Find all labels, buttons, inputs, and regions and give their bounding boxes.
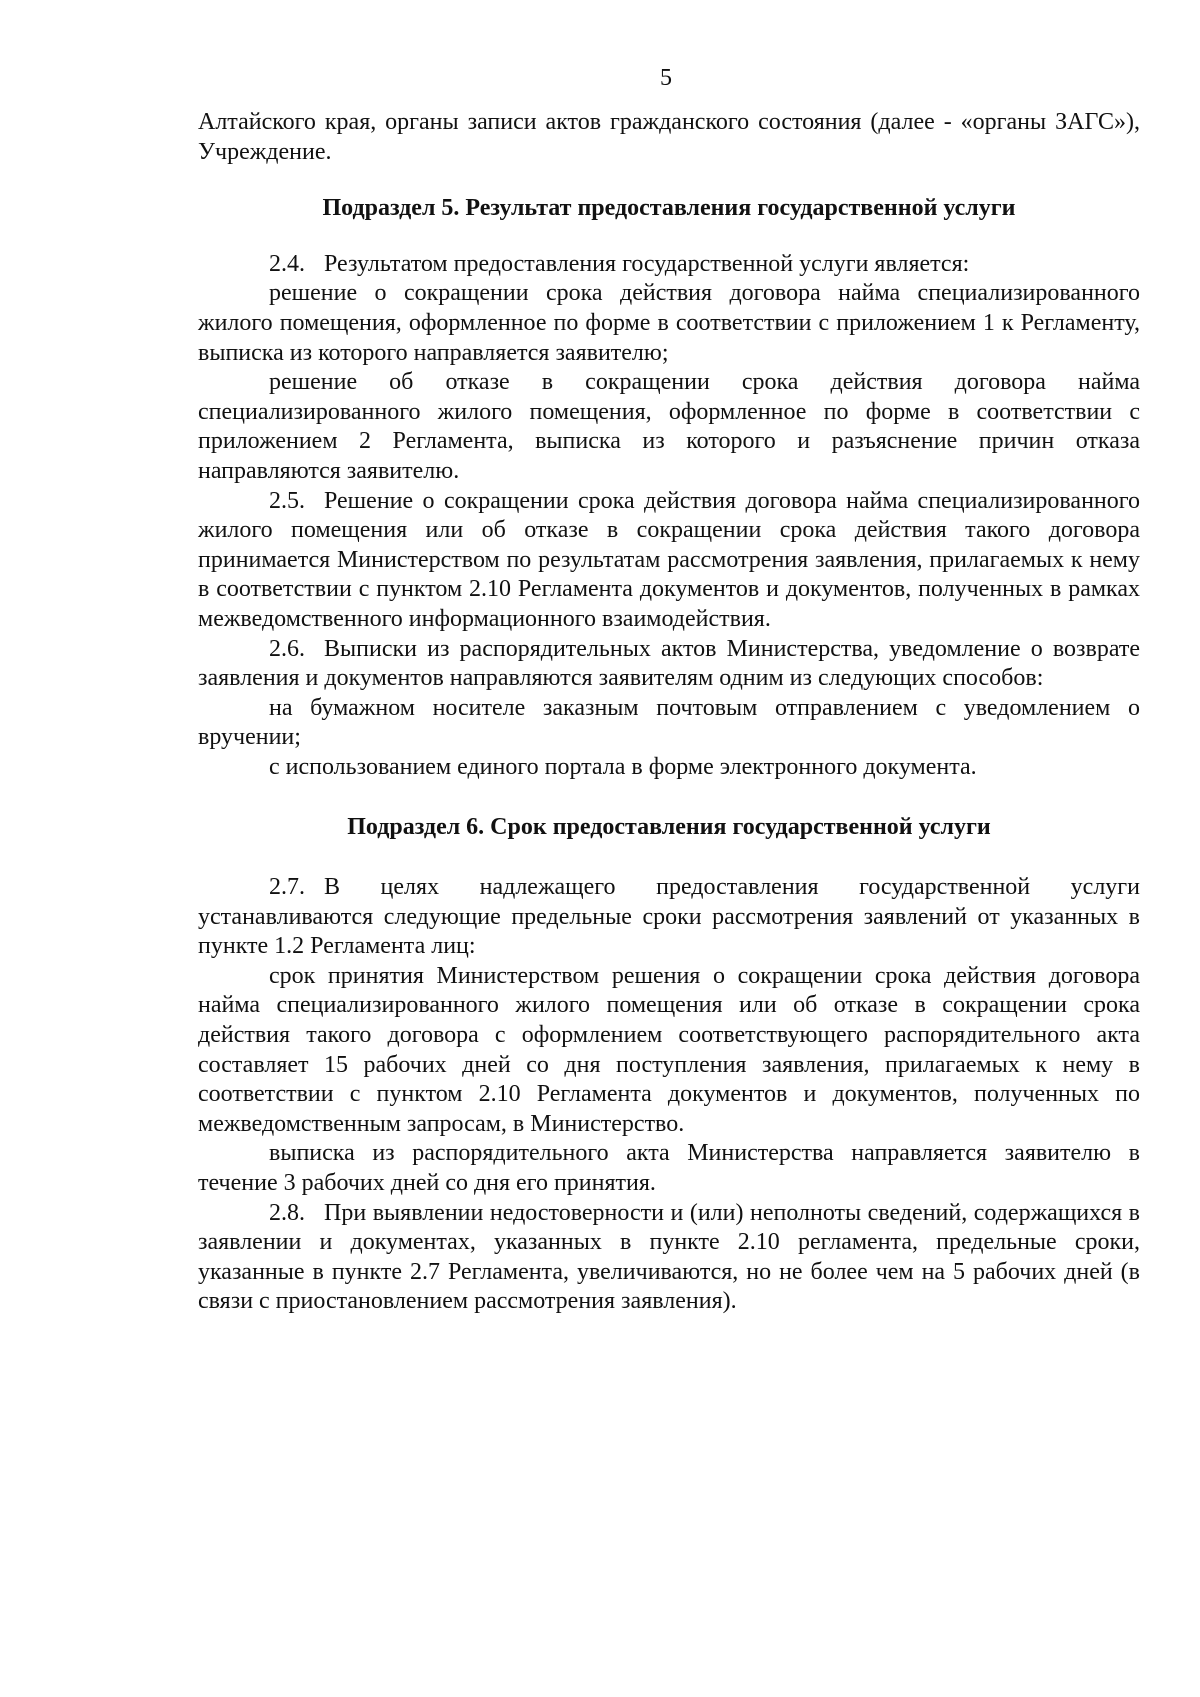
subsection-5-title: Подраздел 5. Результат предоставления государственной услуги: [322, 195, 1016, 222]
paragraph-text: Решение о сокращении срока действия договора найма специализированного жилого помещения или об отказе в сокращении срока действия такого договора принимается Министерством по результатам рассмотрения заявления, прилагаемых к нему в соответствии с пунктом 2.10 Регламента документов и документов, полученных в рамках межведомственного информационного взаимодействия.: [198, 487, 1140, 632]
paragraph-number: 2.7.: [269, 874, 305, 901]
paragraph-2-4: [198, 250, 1140, 280]
paragraph-number: 2.8.: [269, 1199, 305, 1226]
paragraph-2-5: [198, 487, 1140, 635]
paragraph-2-4-refusal: решение об отказе в сокращении срока действия договора найма специализированного жилого помещения, оформленное по форме в соответствии с приложением 2 Регламента, выписка из которого и разъяснение причин отказа направляются заявителю.: [198, 369, 1140, 484]
paragraph-number: 2.5.: [269, 487, 305, 514]
subsection-6-title: Подраздел 6. Срок предоставления государственной услуги: [347, 814, 991, 841]
paragraph-2-7-extract: выписка из распорядительного акта Министерства направляется заявителю в течение 3 рабочих дней со дня его принятия.: [198, 1140, 1140, 1196]
paragraph-2-6-portal: с использованием единого портала в форме электронного документа.: [269, 753, 977, 780]
paragraph-2-8: [198, 1199, 1140, 1317]
paragraph-2-7: [198, 873, 1140, 962]
paragraph-text: Результатом предоставления государственной услуги является:: [324, 250, 970, 277]
paragraph-number: 2.4.: [269, 250, 305, 277]
paragraph-text: Выписки из распорядительных актов Министерства, уведомление о возврате заявления и документов направляются заявителям одним из следующих способов:: [198, 635, 1140, 692]
paragraph-2-4-decision: решение о сокращении срока действия договора найма специализированного жилого помещения, оформленное по форме в соответствии с приложением 1 к Регламенту, выписка из которого направляется заявителю;: [198, 280, 1140, 366]
paragraph-text: При выявлении недостоверности и (или) неполноты сведений, содержащихся в заявлении и документах, указанных в пункте 2.10 регламента, предельные сроки, указанные в пункте 2.7 Регламента, увеличиваются, но не более чем на 5 рабочих дней (в связи с приостановлением рассмотрения заявления).: [198, 1199, 1140, 1315]
page-number: 5: [660, 65, 672, 91]
paragraph-2-7-deadline: срок принятия Министерством решения о сокращении срока действия договора найма специализированного жилого помещения или об отказе в сокращении срока действия такого договора с оформлением соответствующего распорядительного акта составляет 15 рабочих дней со дня поступления заявления, прилагаемых к нему в соответствии с пунктом 2.10 Регламента документов и документов, полученных по межведомственным запросам, в Министерство.: [198, 962, 1140, 1137]
paragraph-2-6-paper: на бумажном носителе заказным почтовым отправлением с уведомлением о вручении;: [198, 694, 1140, 751]
page-content: [198, 108, 1140, 1317]
paragraph-text: В целях надлежащего предоставления государственной услуги устанавливаются следующие предельные сроки рассмотрения заявлений от указанных в пункте 1.2 Регламента лиц:: [198, 874, 1140, 960]
paragraph-number: 2.6.: [269, 635, 305, 662]
paragraph-2-6: [198, 635, 1140, 694]
intro-paragraph: Алтайского края, органы записи актов гражданского состояния (далее - «органы ЗАГС»), Учреждение.: [198, 109, 1140, 165]
